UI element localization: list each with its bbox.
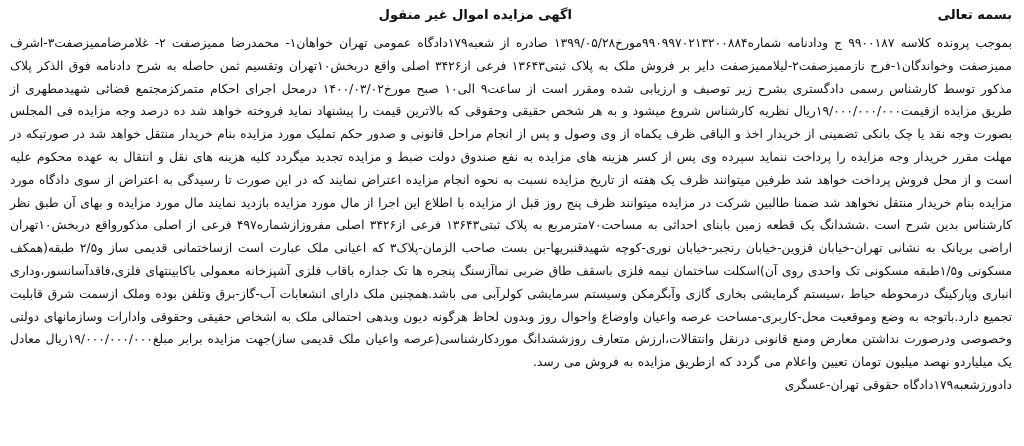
notice-header (10, 6, 1012, 28)
notice-signature: دادورزشعبه۱۷۹دادگاه حقوقی تهران-عسگری (784, 377, 1012, 392)
notice-body (10, 32, 1012, 374)
invocation-text: بسمه تعالی (937, 8, 1012, 23)
notice-body-paragraph: بموجب پرونده کلاسه ۹۹۰۰۱۸۷ ج ودادنامه شماره۹۹۰۹۹۷۰۲۱۳۲۰۰۸۸۴مورخ۱۳۹۹/۰۵/۲۸ صادره از شعبه۱۷۹دادگاه عمومی تهران خواهان۱- محمدرضا ممیزصفت ۲- غلامرضاممیزصفت۳-اشرف ممیزصفت وخواندگان۱-فرح نازممیزصفت۲-لیلاممیزصفت دایر بر فروش ملک به پلاک ثبتی۱۳۶۴۳ فرعی از۳۴۲۶ اصلی واقع دربخش۱۰تهران وتقسیم ثمن حاصله به شرح دادنامه فوق الذکر پلاک مذکور توسط کارشناس رسمی دادگستری بشرح زیر توصیف و ارزیابی شده ومقرر است از ساعت۹ الی۱۰ صبح مورخ۱۴۰۰/۰۳/۰۲ درمحل اجرای احکام متمرکزمجتمع قضائی شهیدمطهری از طریق مزایده ازقیمت۱۹/۰۰۰/۰۰۰/۰۰۰ریال نظریه کارشناس شروع میشود و به هر شخص حقیقی وحقوقی که بالاترین قیمت را پیشنهاد نماید فروخته خواهد شد ده درصد وجه مزایده فی المجلس بصورت وجه نقد یا چک بانکی تضمینی از خریدار اخذ و الباقی ظرف یکماه از وی وصول و پس از انجام مراحل قانونی و صدور حکم تملیک مورد مزایده بنام خریدار منتقل خواهد شد در صورتیکه در مهلت مقرر خریدار وجه مزایده را پرداخت ننماید سپرده وی پس از کسر هزینه های مزایده به نفع صندوق دولت ضبط و مزایده تجدید میگردد کلیه هزینه های نقل و انتقال به عهده محکوم علیه است و از محل فروش پرداخت خواهد شد طرفین میتوانند ظرف یک هفته از تاریخ مزایده نسبت به نحوه انجام مزایده اعتراض نمایند که در این صورت تا رسیدگی به اعتراض از سوی دادگاه مورد مزایده بنام خریدار منتقل نخواهد شد ضمنا طالبین شرکت در مزایده میتوانند ظرف پنج روز قبل از مزایده با اطلاع این اجرا از مال مورد مزایده بازدید نمایند مال مورد مزایده و بهای آن طبق نظر کارشناس بدین شرح است .ششدانگ یک قطعه زمین بابنای احداثی به مساحت۷۰مترمربع به پلاک ثبتی۱۳۶۴۳ فرعی از۳۴۲۶ اصلی مفروزازشماره۴۹۷ فرعی از اصلی مذکورواقع دربخش۱۰تهران اراضی بریانک به نشانی تهران-خیابان قزوین-خیابان رنجبر-خیابان نوری-کوچه شهیدقنبریها-بن بست صاحب الزمان-پلاک۳ که اعیانی ملک عبارت است ازساختمانی قدیمی ساز و۲/۵ طبقه(همکف مسکونی و۱/۵طبقه مسکونی تک واحدی روی آن)اسکلت ساختمان نیمه فلزی باسقف طاق ضربی نماآزسنگ پنجره ها تک جداره باقاب فلزی آشپزخانه معمولی باکابینتهای فلزی،فاقدآسانسور،وداری انباری وپارکینگ درمحوطه حیاط ،سیستم گرمایشی بخاری گازی وآبگرمکن وسیستم سرمایشی کولرآبی می باشد.همچنین ملک دارای انشعابات آب-گاز-برق وتلفن بوده وملک ازسمت شرق قابلیت تجمیع دارد.باتوجه به وضع وموقعیت محل-کاربری-مساحت عرصه واعیان واوضاع واحوال روز وبدون لحاظ هرگونه دیون وبدهی احتمالی ملک به اشخاص حقیقی وحقوقی وادارات وسازمانهای دولتی وخصوصی ودرصورت نداشتن معارض ومنع قانونی درنقل وانتقالات،ارزش متعارف روزششدانگ موردکارشناسی(عرصه واعیان ملک قدیمی ساز)جهت مزایده برابر مبلغ۱۹/۰۰۰/۰۰۰/۰۰۰ریال معادل یک میلیاردو نهصد میلیون تومان تعیین واعلام می گردد که ازطریق مزایده به فروش می رسد. (10, 36, 1013, 370)
notice-title: اگهی مزایده اموال غیر منقول (378, 8, 572, 23)
